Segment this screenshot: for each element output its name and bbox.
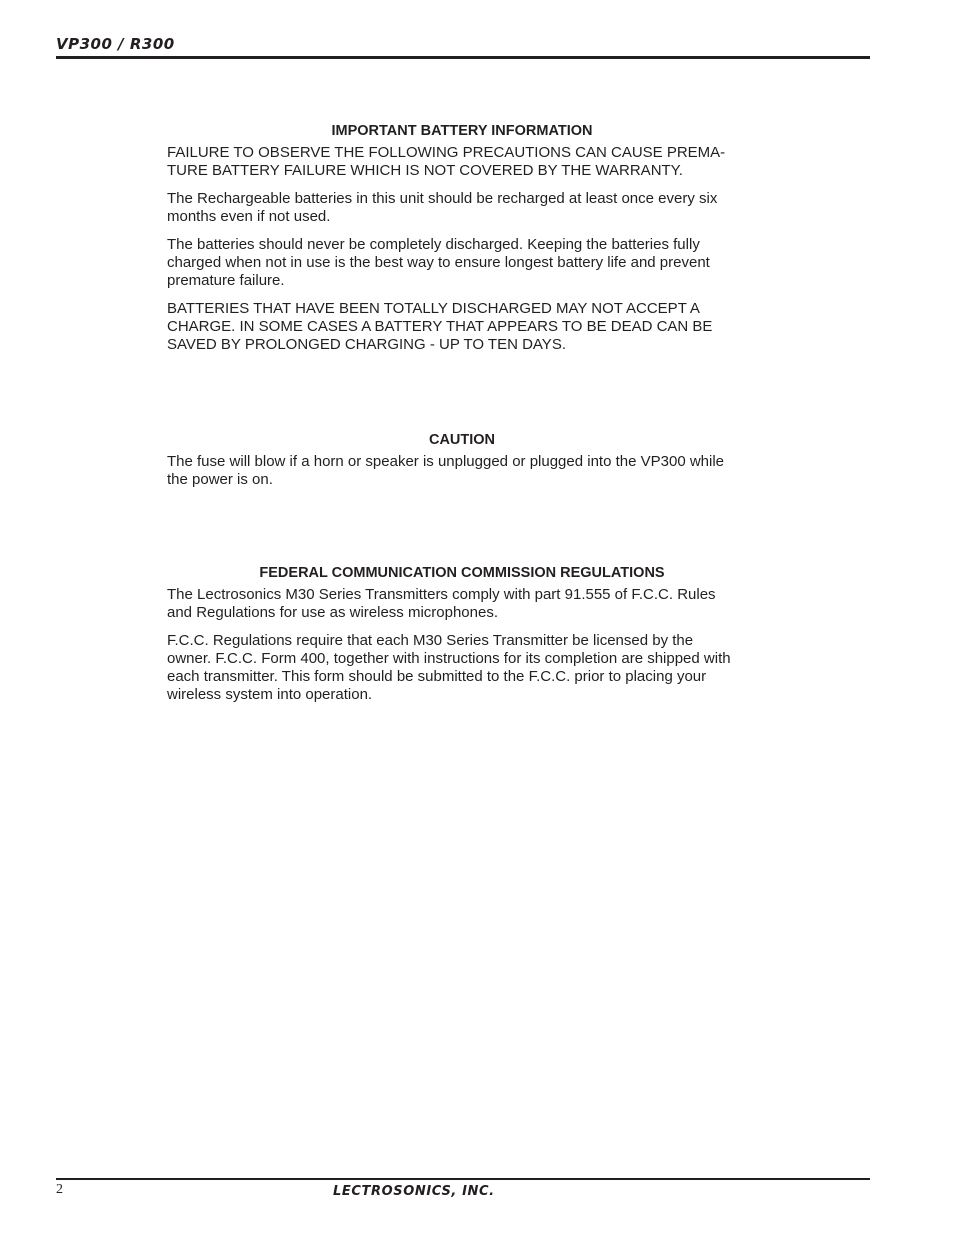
footer-divider (56, 1178, 870, 1180)
page-number: 2 (56, 1182, 63, 1197)
header-divider (56, 56, 870, 59)
battery-recharge-paragraph: The Rechargeable batteries in this unit should be recharged at least once every six months even if not used. (167, 190, 718, 225)
document-header-title: VP300 / R300 (56, 35, 175, 53)
battery-discharge-paragraph: The batteries should never be completely discharged. Keeping the batteries fully charged when not in use is the best way to ensure longest battery life and prevent premature failure. (167, 236, 710, 289)
battery-section-heading: IMPORTANT BATTERY INFORMATION (331, 123, 593, 139)
fcc-compliance-paragraph: The Lectrosonics M30 Series Transmitters comply with part 91.555 of F.C.C. Rules and Regulations for use as wireless microphones. (167, 586, 716, 621)
fcc-regulations-section (167, 564, 757, 714)
footer-company-name: LECTROSONICS, INC. (333, 1184, 495, 1199)
caution-heading: CAUTION (428, 432, 496, 448)
fcc-licensing-paragraph: F.C.C. Regulations require that each M30 Series Transmitter be licensed by the owner. F.C.C. Form 400, together with instructions for its completion are shipped with each transmitter. This form should be submitted to the F.C.C. prior to placing your wireless system into operation. (167, 632, 731, 703)
caution-section (167, 431, 757, 499)
fcc-heading: FEDERAL COMMUNICATION COMMISSION REGULATIONS (259, 565, 665, 581)
battery-warning-paragraph: FAILURE TO OBSERVE THE FOLLOWING PRECAUTIONS CAN CAUSE PREMA- TURE BATTERY FAILURE WHICH IS NOT COVERED BY THE WARRANTY. (167, 144, 726, 179)
fuse-caution-paragraph: The fuse will blow if a horn or speaker is unplugged or plugged into the VP300 while the power is on. (167, 453, 725, 488)
battery-prolonged-charging-paragraph: BATTERIES THAT HAVE BEEN TOTALLY DISCHARGED MAY NOT ACCEPT A CHARGE. IN SOME CASES A BATTERY THAT APPEARS TO BE DEAD CAN BE SAVED BY PROLONGED CHARGING - UP TO TEN DAYS. (167, 300, 713, 353)
battery-information-section (167, 122, 757, 364)
